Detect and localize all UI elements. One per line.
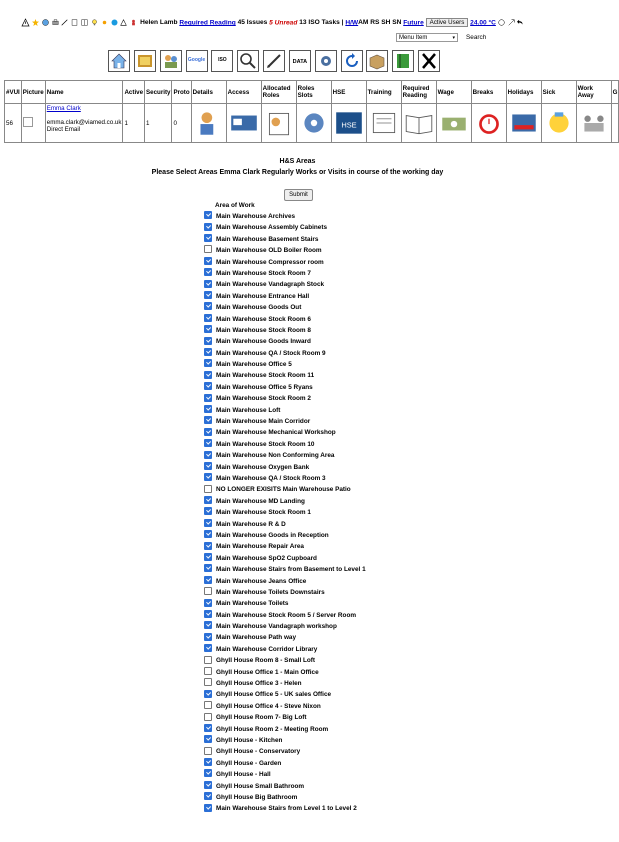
area-checkbox[interactable] [204,485,212,493]
area-label: Main Warehouse Stock Room 1 [216,509,311,517]
column-header: Sick [541,81,576,104]
area-item[interactable] [204,222,366,233]
area-item[interactable] [204,644,366,655]
area-label: Main Warehouse Goods Out [216,304,302,312]
column-header: Breaks [471,81,506,104]
data-icon-text: DATA [292,59,308,65]
column-header: Name [45,81,123,104]
area-item[interactable] [204,314,366,325]
area-item[interactable] [204,359,366,370]
user-id: 56 [5,104,22,143]
area-checkbox[interactable] [204,644,212,652]
extra-cell [611,104,619,143]
column-header: Work Away [576,81,611,104]
person-icon[interactable] [130,19,137,26]
role-slots-cell [296,104,331,143]
book-icon[interactable] [392,50,414,72]
area-item[interactable] [204,450,366,461]
area-item[interactable] [204,348,366,359]
area-item[interactable] [204,370,366,381]
current-user: Helen Lamb [140,19,178,26]
direct-email[interactable]: Direct Email [46,126,81,133]
document-icon[interactable] [71,19,78,26]
area-checkbox[interactable] [204,621,212,629]
page-subtitle: Please Select Areas Emma Clark Regularly Works or Visits in course of the working day [151,169,444,176]
hse-cell [331,104,366,143]
staff-initials[interactable]: AM RS SH SN [358,19,402,26]
active-value: 1 [123,104,145,143]
area-checkbox[interactable] [204,758,212,766]
unread-count[interactable]: 5 Unread [269,19,298,27]
work-away-icon[interactable] [578,109,610,137]
area-item[interactable] [204,530,366,541]
user-email: emma.clark@viamed.co.uk [46,119,122,126]
area-item[interactable] [204,439,366,450]
hse-icon[interactable] [333,109,365,137]
area-label: Main Warehouse Stock Room 10 [216,440,315,448]
security-value: 1 [145,104,172,143]
area-checkbox[interactable] [204,667,212,675]
area-label: Ghyll House Office 5 - UK sales Office [216,691,332,699]
area-item[interactable] [204,245,366,256]
area-item[interactable] [204,758,366,769]
area-label: Ghyll House Room 2 - Meeting Room [216,725,329,733]
area-checkbox[interactable] [204,542,212,550]
star-icon[interactable] [32,19,39,26]
access-cell [226,104,261,143]
home-icon[interactable] [108,50,130,72]
column-header: Security [145,81,172,104]
area-label: Main Warehouse Basement Stairs [216,235,319,243]
area-checkbox[interactable] [204,553,212,561]
area-checkbox[interactable] [204,587,212,595]
area-checkbox[interactable] [204,633,212,641]
triangle-icon[interactable] [120,19,127,26]
picture-cell [21,104,45,143]
area-item[interactable] [204,302,366,313]
area-label: Main Warehouse Oxygen Bank [216,463,310,471]
area-label: Main Warehouse Stock Room 8 [216,326,311,334]
area-checkbox[interactable] [204,428,212,436]
area-label: Ghyll House Small Bathroom [216,782,305,790]
svg-text:HSE: HSE [340,120,357,130]
area-checkbox[interactable] [204,656,212,664]
area-item[interactable] [204,211,366,222]
iso-icon[interactable] [211,50,233,72]
area-label: Main Warehouse Vandagraph workshop [216,623,337,631]
area-item[interactable] [204,427,366,438]
area-label: Ghyll House - Kitchen [216,736,283,744]
area-checkbox[interactable] [204,268,212,276]
area-checkbox[interactable] [204,564,212,572]
skype-icon[interactable] [111,19,118,26]
training-icon[interactable] [134,50,156,72]
area-label: Ghyll House - Conservatory [216,748,301,756]
area-label: Main Warehouse Repair Area [216,543,304,551]
area-checkbox[interactable] [204,735,212,743]
broken-image-icon [23,117,33,127]
area-checkbox[interactable] [204,530,212,538]
area-label: Main Warehouse Corridor Library [216,645,318,653]
area-label: Main Warehouse Goods in Reception [216,531,329,539]
area-checkbox[interactable] [204,405,212,413]
area-checkbox[interactable] [204,382,212,390]
area-item[interactable] [204,735,366,746]
training-icon[interactable] [368,109,400,137]
area-item[interactable] [204,484,366,495]
column-header: HSE [331,81,366,104]
area-label: Ghyll House Office 4 - Steve Nixon [216,702,321,710]
pen-icon[interactable] [61,19,68,26]
areas-checklist [204,211,366,815]
area-checkbox[interactable] [204,337,212,345]
area-checkbox[interactable] [204,439,212,447]
details-cell [191,104,226,143]
area-label: Main Warehouse QA / Stock Room 9 [216,349,326,357]
area-checkbox[interactable] [204,496,212,504]
area-label: Main Warehouse Stock Room 7 [216,269,311,277]
area-label: Main Warehouse Stock Room 6 [216,315,311,323]
close-icon[interactable] [418,50,440,72]
column-header: Picture [21,81,45,104]
area-item[interactable] [204,769,366,780]
column-header: Roles Slots [296,81,331,104]
area-label: Main Warehouse Entrance Hall [216,292,310,300]
area-checkbox[interactable] [204,416,212,424]
sick-face-icon[interactable] [543,109,575,137]
temperature-link[interactable]: 24.00 °C [470,19,496,27]
holidays-icon[interactable] [508,109,540,137]
menu-item-select[interactable] [396,33,458,42]
column-header: G [611,81,619,104]
area-item[interactable] [204,336,366,347]
area-item[interactable] [204,279,366,290]
area-checkbox[interactable] [204,610,212,618]
roles-icon[interactable] [263,109,295,137]
data-icon[interactable] [289,50,311,72]
area-item[interactable] [204,473,366,484]
area-item[interactable] [204,803,366,814]
area-checkbox[interactable] [204,211,212,219]
area-checkbox[interactable] [204,451,212,459]
user-table [4,80,619,143]
area-label: Main Warehouse Main Corridor [216,418,311,426]
roles-cell [261,104,296,143]
area-item[interactable] [204,496,366,507]
area-checkbox[interactable] [204,678,212,686]
area-checkbox[interactable] [204,394,212,402]
area-checkbox[interactable] [204,302,212,310]
area-checkbox[interactable] [204,223,212,231]
area-item[interactable] [204,257,366,268]
area-checkbox[interactable] [204,291,212,299]
table-header-row [5,81,619,104]
user-name-link[interactable]: Emma Clark [46,105,81,112]
area-label: Main Warehouse Stock Room 2 [216,395,311,403]
area-label: Main Warehouse Assembly Cabinets [216,224,328,232]
main-toolbar [108,50,442,76]
area-checkbox[interactable] [204,690,212,698]
column-header: Access [226,81,261,104]
required-reading-link[interactable]: Required Reading [179,19,236,27]
area-label: Main Warehouse Non Conforming Area [216,452,335,460]
area-item[interactable] [204,667,366,678]
hw-link[interactable]: H/W [345,19,359,27]
area-label: Main Warehouse Loft [216,406,281,414]
area-checkbox[interactable] [204,234,212,242]
area-label: Main Warehouse Archives [216,213,296,220]
area-label: Main Warehouse Path way [216,634,297,642]
access-card-icon[interactable] [228,109,260,137]
google-icon[interactable] [186,50,208,72]
bulb-icon[interactable] [91,19,98,26]
column-header: Required Reading [401,81,436,104]
area-checkbox[interactable] [204,462,212,470]
role-slots-icon[interactable] [298,109,330,137]
area-label: Ghyll House Room 7- Big Loft [216,714,307,722]
column-header: Wage [436,81,471,104]
area-label: Main Warehouse Compressor room [216,258,324,266]
work-away-cell [576,104,611,143]
sun-icon[interactable] [101,19,108,26]
search-icon[interactable] [237,50,259,72]
area-label: Main Warehouse Toilets [216,600,289,608]
google-icon-text: Google [187,57,206,63]
area-item[interactable] [204,462,366,473]
warning-icon[interactable] [22,19,29,26]
area-label: Main Warehouse Vandagraph Stock [216,281,325,289]
area-item[interactable] [204,746,366,757]
refresh-icon[interactable] [341,50,363,72]
settings-icon[interactable] [315,50,337,72]
area-label: Main Warehouse R & D [216,520,286,528]
area-label: Ghyll House Big Bathroom [216,793,298,801]
area-label: NO LONGER EXISITS Main Warehouse Patio [216,486,351,494]
wage-icon[interactable] [438,109,470,137]
area-item[interactable] [204,712,366,723]
area-label: Ghyll House Office 1 - Main Office [216,668,319,676]
top-status-bar [22,18,592,30]
area-checkbox[interactable] [204,519,212,527]
area-label: Main Warehouse Jeans Office [216,577,307,585]
open-book-icon[interactable] [403,109,435,137]
required-reading-cell [401,104,436,143]
area-checkbox[interactable] [204,724,212,732]
area-label: Ghyll House - Garden [216,759,282,767]
area-item[interactable] [204,519,366,530]
area-of-work-header: Area of Work [215,202,255,209]
area-checkbox[interactable] [204,314,212,322]
edit-icon[interactable] [263,50,285,72]
area-item[interactable] [204,553,366,564]
proto-value: 0 [172,104,191,143]
future-link[interactable]: Future [403,19,424,27]
globe-icon[interactable] [42,19,49,26]
table-row [5,104,619,143]
search-label[interactable]: Search [466,34,487,41]
area-label: Main Warehouse Toilets Downstairs [216,588,325,596]
breaks-cell [471,104,506,143]
issues-count[interactable]: 45 Issues [237,19,268,26]
area-label: Main Warehouse SpO2 Cupboard [216,554,317,562]
iso-icon-text: ISO [218,57,227,63]
box-icon[interactable] [366,50,388,72]
area-item[interactable] [204,564,366,575]
area-label: Main Warehouse OLD Boiler Room [216,247,322,255]
area-checkbox[interactable] [204,747,212,755]
area-checkbox[interactable] [204,371,212,379]
holidays-cell [506,104,541,143]
area-checkbox[interactable] [204,245,212,253]
column-header: Holidays [506,81,541,104]
area-item[interactable] [204,268,366,279]
area-item[interactable] [204,792,366,803]
area-checkbox[interactable] [204,713,212,721]
area-item[interactable] [204,632,366,643]
print-icon[interactable] [52,19,59,26]
active-users-button[interactable]: Active Users [426,18,469,27]
area-item[interactable] [204,416,366,427]
area-label: Main Warehouse Stairs from Basement to Level 1 [216,566,366,574]
area-checkbox[interactable] [204,507,212,515]
area-label: Main Warehouse MD Landing [216,497,305,505]
area-checkbox[interactable] [204,781,212,789]
area-item[interactable] [204,610,366,621]
area-checkbox[interactable] [204,280,212,288]
area-checkbox[interactable] [204,804,212,812]
area-label: Main Warehouse Stock Room 5 / Server Room [216,611,357,619]
area-item[interactable] [204,587,366,598]
resize-icon[interactable] [508,19,515,26]
area-label: Main Warehouse Goods Inward [216,338,311,346]
menu-item-select-value: Menu Item [399,35,428,41]
sick-cell [541,104,576,143]
area-item[interactable] [204,291,366,302]
area-item[interactable] [204,234,366,245]
area-item[interactable] [204,393,366,404]
name-cell [45,104,123,143]
area-item[interactable] [204,405,366,416]
area-checkbox[interactable] [204,792,212,800]
submit-button[interactable]: Submit [284,189,313,201]
area-checkbox[interactable] [204,325,212,333]
window-icon[interactable] [81,19,88,26]
column-header: #VUI [5,81,22,104]
iso-tasks-count[interactable]: 13 ISO Tasks | [299,19,344,26]
area-label: Main Warehouse Mechanical Workshop [216,429,336,437]
training-cell [366,104,401,143]
area-checkbox[interactable] [204,769,212,777]
area-label: Ghyll House Room 8 - Small Loft [216,657,316,665]
alarm-clock-icon[interactable] [473,109,505,137]
column-header: Training [366,81,401,104]
chevron-down-icon: ▾ [452,35,455,41]
wage-cell [436,104,471,143]
area-item[interactable] [204,598,366,609]
area-item[interactable] [204,701,366,712]
area-label: Ghyll House Office 3 - Helen [216,680,302,688]
area-checkbox[interactable] [204,576,212,584]
area-item[interactable] [204,382,366,393]
area-item[interactable] [204,724,366,735]
area-item[interactable] [204,507,366,518]
area-label: Main Warehouse Office 5 Ryans [216,383,313,391]
area-item[interactable] [204,781,366,792]
area-checkbox[interactable] [204,359,212,367]
area-item[interactable] [204,541,366,552]
area-checkbox[interactable] [204,473,212,481]
users-icon[interactable] [160,50,182,72]
area-label: Main Warehouse Stairs from Level 1 to Level 2 [216,805,357,813]
back-arrow-icon[interactable] [517,19,524,26]
page-title: H&S Areas [279,158,316,165]
area-item[interactable] [204,325,366,336]
area-checkbox[interactable] [204,257,212,265]
column-header: Active [123,81,145,104]
area-checkbox[interactable] [204,701,212,709]
column-header: Allocated Roles [261,81,296,104]
area-label: Main Warehouse Stock Room 11 [216,372,315,380]
area-label: Main Warehouse Office 5 [216,361,292,369]
area-item[interactable] [204,655,366,666]
column-header: Proto [172,81,191,104]
area-label: Main Warehouse QA / Stock Room 3 [216,474,326,482]
area-checkbox[interactable] [204,348,212,356]
help-icon[interactable] [498,19,505,26]
area-item[interactable] [204,576,366,587]
area-item[interactable] [204,621,366,632]
area-item[interactable] [204,689,366,700]
area-label: Ghyll House - Hall [216,771,271,779]
area-checkbox[interactable] [204,599,212,607]
details-icon[interactable] [193,109,225,137]
area-item[interactable] [204,678,366,689]
column-header: Details [191,81,226,104]
